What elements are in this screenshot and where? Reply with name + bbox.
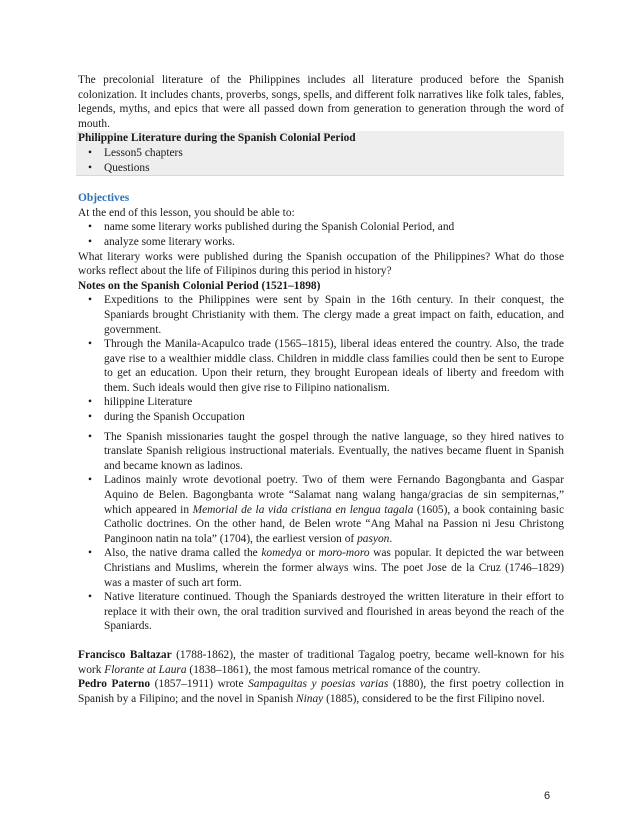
objectives-lead: At the end of this lesson, you should be able to: (78, 206, 295, 219)
term: moro-moro (318, 547, 370, 560)
section-block (76, 131, 564, 176)
text: (1838–1861), the most famous metrical romance of the country. (186, 663, 481, 676)
page-number: 6 (544, 790, 551, 802)
text: Ladinos mainly wrote devotional poetry. Two of them were Fernando Bagongbanta and Gaspar Aquino de Belen. Bagongbanta wrote “Salamat nang walang hanga/gracias de sin sempiternas,” which appeared in (104, 474, 564, 516)
note-item: • hilippine Literature (104, 395, 564, 410)
objective-item: • name some literary works published during the Spanish Colonial Period, and (104, 220, 564, 235)
section-heading: Philippine Literature during the Spanish Colonial Period (78, 132, 356, 145)
toc-item: • Questions (104, 161, 562, 176)
note-item: • during the Spanish Occupation (104, 410, 564, 425)
text: (1880), the first poetry collection in Spanish by a Filipino; and the novel in Spanish (78, 678, 564, 705)
note-item-drama (104, 546, 564, 590)
toc-item: • Lesson5 chapters (104, 146, 562, 161)
text: (1857–1911) wrote (150, 678, 249, 691)
toc-list (78, 146, 562, 175)
text: . (389, 532, 393, 545)
intro-paragraph: The precolonial literature of the Philippines includes all literature produced before the Spanish colonization. It includes chants, proverbs, songs, spells, and different folk narratives like folk tales, fables, legends, myths, and epics that were all passed down from generation to generation through the word of mouth. (78, 74, 564, 130)
work-title: Ninay (296, 692, 324, 705)
text: or (301, 547, 319, 560)
notes-list-2 (78, 430, 564, 634)
objectives-list (78, 220, 564, 249)
work-title: Sampaguitas y poesias varias (248, 678, 389, 691)
note-item: • The Spanish missionaries taught the gospel through the native language, so they hired natives to translate Spanish religious instructional materials. Eventually, the natives became fluent in Spanish and became known as ladinos. (104, 430, 564, 474)
work-title: Memorial de la vida cristiana en lengua tagala (192, 503, 414, 516)
note-item: • Native literature continued. Though the Spaniards destroyed the written literature in their effort to replace it with their own, the oral tradition survived and flourished in areas beyond the reach of the Spaniards. (104, 590, 564, 634)
author-name: Pedro Paterno (78, 678, 151, 691)
notes-heading: Notes on the Spanish Colonial Period (1521–1898) (78, 279, 321, 292)
text: Also, the native drama called the (104, 547, 262, 560)
notes-list (78, 293, 564, 424)
document-page (78, 73, 564, 706)
text: was popular. It depicted the war between Christians and Muslims, wherein the former always wins. The poet Jose de la Cruz (1746–1829) was a master of such art form. (104, 547, 564, 589)
objective-item: • analyze some literary works. (104, 235, 564, 250)
note-item-ladinos (104, 473, 564, 546)
text: (1788-1862), the master of traditional Tagalog poetry, became well-known for his work (78, 648, 564, 676)
objectives-question: What literary works were published during the Spanish occupation of the Philippines? What do those works reflect about the life of Filipinos during this period in history? (78, 250, 564, 278)
objectives-heading: Objectives (78, 192, 130, 205)
paterno-paragraph (78, 677, 564, 706)
work-title: pasyon (357, 532, 390, 545)
text: (1605), a book containing basic Catholic doctrines. On the other hand, de Belen wrote “Ang Mahal na Passion ni Jesu Christong Panginoon natin na tola” (1704), the earliest version of (104, 503, 565, 545)
work-title: Florante at Laura (104, 663, 187, 676)
text: (1885), considered to be the first Filipino novel. (323, 692, 545, 705)
term: komedya (261, 547, 302, 560)
baltazar-paragraph (78, 648, 564, 677)
note-item: • Expeditions to the Philippines were sent by Spain in the 16th century. In their conquest, the Spaniards brought Christianity with them. The clergy made a great impact on faith, education, and government. (104, 293, 564, 337)
author-name: Francisco Baltazar (78, 648, 172, 661)
note-item: • Through the Manila-Acapulco trade (1565–1815), liberal ideas entered the country. Also, the trade gave rise to a wealthier middle class. Children in middle class families could then be sent to Europe to get an education. Upon their return, they brought European ideals of liberty and freedom with them. Such ideals would then give rise to Filipino nationalism. (104, 337, 564, 395)
